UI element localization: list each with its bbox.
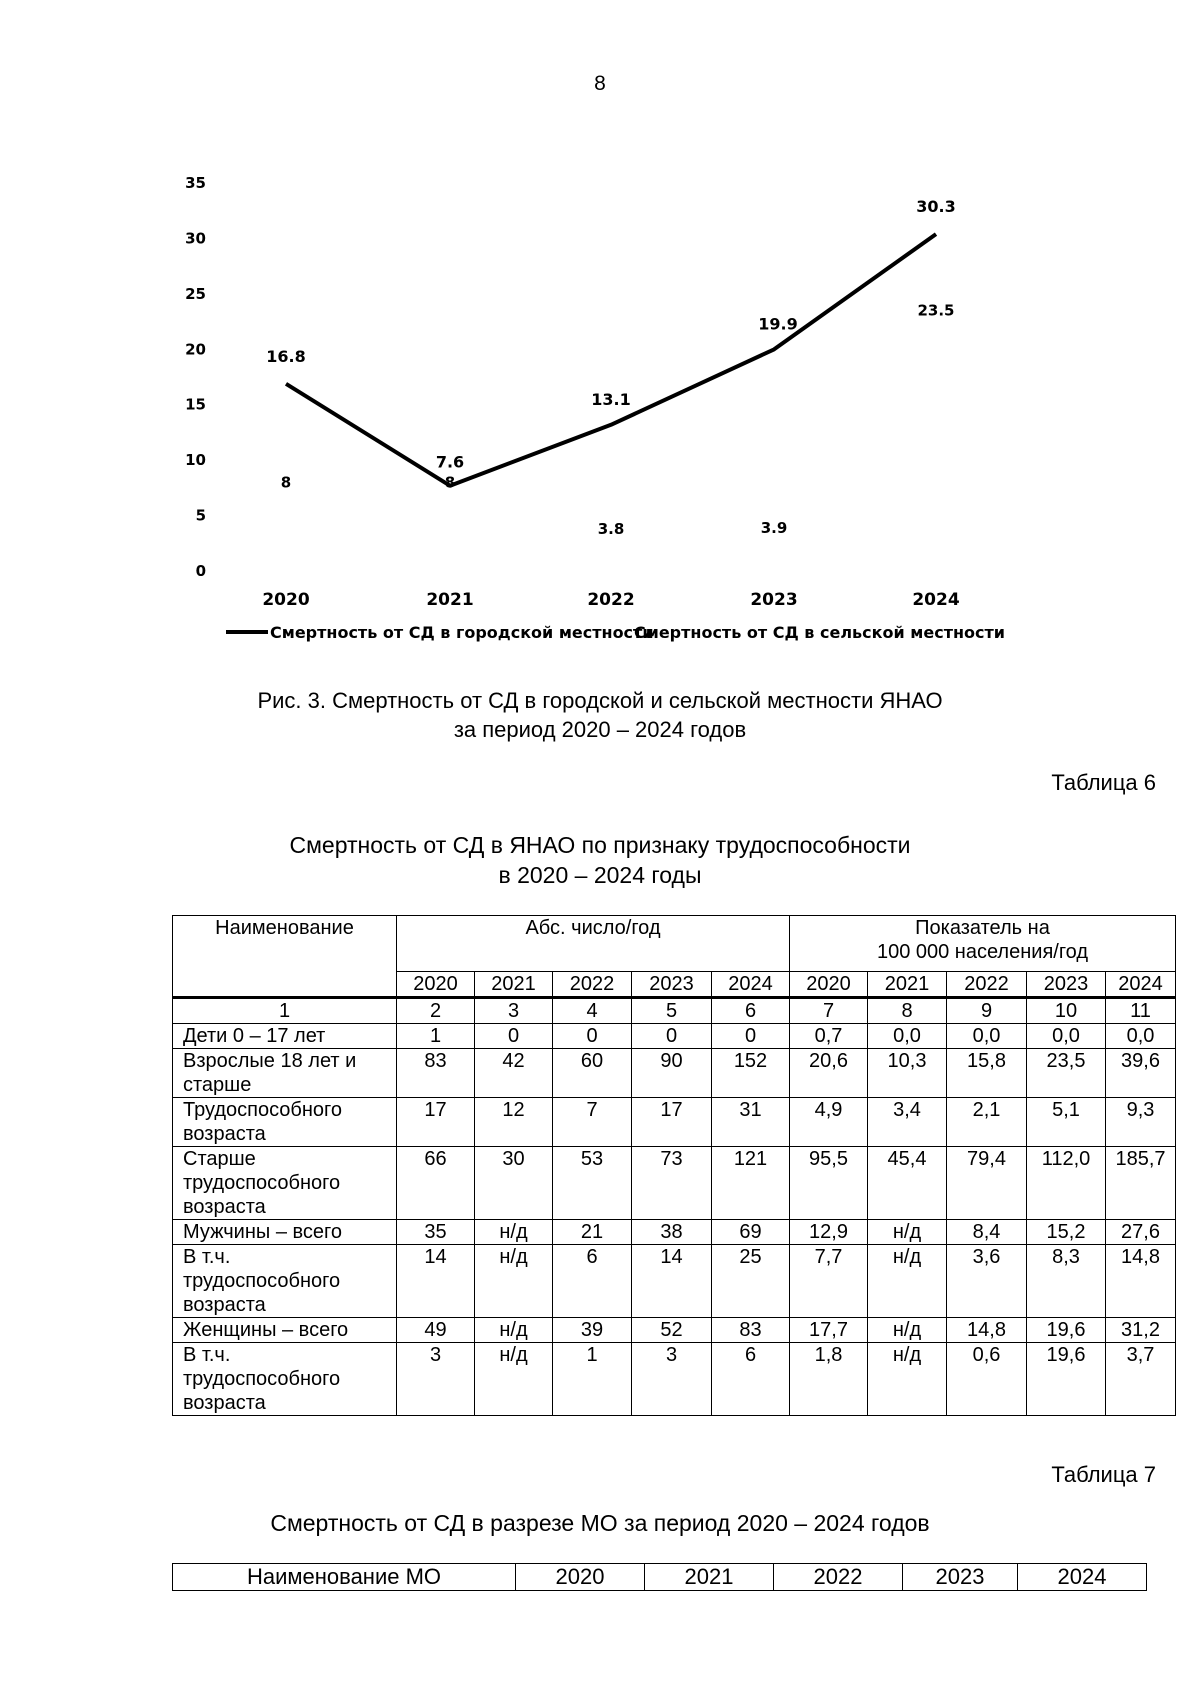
table-cell: 83 [397, 1049, 475, 1098]
table-cell: 15,8 [947, 1049, 1027, 1098]
table-cell: 49 [397, 1318, 475, 1343]
y-tick-label: 0 [195, 562, 206, 580]
table-cell: 45,4 [868, 1147, 947, 1220]
x-tick-label: 2023 [750, 590, 798, 610]
table-cell: 5,1 [1027, 1098, 1106, 1147]
table-cell: 14 [397, 1245, 475, 1318]
header-rate-line-1: Показатель на [915, 917, 1050, 939]
legend-rural-label: Смертность от СД в сельской местности [634, 623, 1005, 642]
table-cell: 3,6 [947, 1245, 1027, 1318]
legend-urban-label: Смертность от СД в городской местности [270, 623, 654, 642]
row-name: Трудоспособного возраста [173, 1098, 397, 1147]
table-cell: 17,7 [790, 1318, 868, 1343]
row-name: Мужчины – всего [173, 1220, 397, 1245]
column-number-4: 4 [553, 998, 632, 1024]
table7-header-3: 2021 [645, 1564, 774, 1591]
table-cell: 73 [632, 1147, 712, 1220]
header-name: Наименование [173, 916, 397, 998]
table-cell: 31,2 [1106, 1318, 1176, 1343]
table-cell: 35 [397, 1220, 475, 1245]
table-cell: 12,9 [790, 1220, 868, 1245]
table-row [173, 1024, 1176, 1049]
table-cell: 19,6 [1027, 1343, 1106, 1416]
table-cell: н/д [475, 1220, 553, 1245]
table-cell: 185,7 [1106, 1147, 1176, 1220]
table-cell: 6 [553, 1245, 632, 1318]
table-cell: 1 [553, 1343, 632, 1416]
table-row [173, 1049, 1176, 1098]
row-name: В т.ч. трудоспособного возраста [173, 1343, 397, 1416]
table-cell: 0,0 [947, 1024, 1027, 1049]
table-cell: 6 [712, 1343, 790, 1416]
column-number-9: 9 [947, 998, 1027, 1024]
column-number-11: 11 [1106, 998, 1176, 1024]
rural-data-label: 23.5 [917, 301, 955, 320]
row-name: Старше трудоспособного возраста [173, 1147, 397, 1220]
x-tick-label: 2022 [587, 590, 635, 610]
urban-series-line [286, 234, 936, 486]
table-cell: 66 [397, 1147, 475, 1220]
table-cell: 0,0 [868, 1024, 947, 1049]
table-cell: 3,4 [868, 1098, 947, 1147]
urban-data-label: 7.6 [435, 452, 465, 472]
table-cell: н/д [868, 1343, 947, 1416]
table-cell: 152 [712, 1049, 790, 1098]
table-cell: 20,6 [790, 1049, 868, 1098]
table-cell: 60 [553, 1049, 632, 1098]
table-cell: 21 [553, 1220, 632, 1245]
table-cell: 39,6 [1106, 1049, 1176, 1098]
table-cell: 42 [475, 1049, 553, 1098]
table6 [172, 915, 1176, 1416]
y-tick-label: 30 [185, 229, 206, 248]
table-row [173, 1343, 1176, 1416]
table-cell: 3,7 [1106, 1343, 1176, 1416]
table-cell: 25 [712, 1245, 790, 1318]
figure-caption [0, 686, 1200, 744]
table-cell: 27,6 [1106, 1220, 1176, 1245]
year-header-1: 2020 [397, 972, 475, 998]
table-cell: 53 [553, 1147, 632, 1220]
table-cell: 95,5 [790, 1147, 868, 1220]
mortality-line-chart [160, 160, 1060, 670]
table7-label: Таблица 7 [1051, 1462, 1156, 1487]
table-row [173, 1147, 1176, 1220]
table-cell: н/д [868, 1245, 947, 1318]
table-cell: 30 [475, 1147, 553, 1220]
table7-header-1: Наименование МО [173, 1564, 516, 1591]
table-row [173, 1245, 1176, 1318]
column-number-2: 2 [397, 998, 475, 1024]
y-tick-label: 20 [185, 340, 206, 359]
table-cell: 0 [712, 1024, 790, 1049]
x-tick-label: 2021 [426, 590, 474, 610]
table-cell: н/д [868, 1318, 947, 1343]
table-cell: 83 [712, 1318, 790, 1343]
figure-caption-line-1: Рис. 3. Смертность от СД в городской и сельской местности ЯНАО [257, 688, 943, 713]
table7 [172, 1563, 1147, 1591]
year-header-6: 2020 [790, 972, 868, 998]
table-cell: 15,2 [1027, 1220, 1106, 1245]
table-cell: 1,8 [790, 1343, 868, 1416]
table-cell: 90 [632, 1049, 712, 1098]
table-cell: 31 [712, 1098, 790, 1147]
table6-title-line-1: Смертность от СД в ЯНАО по признаку трудоспособности [289, 832, 911, 858]
table-cell: 0,0 [1106, 1024, 1176, 1049]
year-header-10: 2024 [1106, 972, 1176, 998]
y-tick-label: 35 [185, 174, 206, 192]
urban-data-label: 13.1 [591, 389, 631, 409]
column-number-10: 10 [1027, 998, 1106, 1024]
table7-header-4: 2022 [774, 1564, 903, 1591]
table-cell: 7,7 [790, 1245, 868, 1318]
y-tick-label: 15 [185, 395, 206, 414]
row-name: Дети 0 – 17 лет [173, 1024, 397, 1049]
y-tick-label: 10 [185, 451, 206, 470]
table-cell: 19,6 [1027, 1318, 1106, 1343]
column-number-6: 6 [712, 998, 790, 1024]
table-cell: 12 [475, 1098, 553, 1147]
row-name: Взрослые 18 лет и старше [173, 1049, 397, 1098]
table-cell: 17 [397, 1098, 475, 1147]
rural-data-label: 3.9 [760, 518, 788, 537]
table-cell: 3 [397, 1343, 475, 1416]
table-cell: 69 [712, 1220, 790, 1245]
page-number: 8 [594, 72, 606, 95]
header-rate-line-2: 100 000 населения/год [876, 941, 1089, 963]
table7-header-2: 2020 [516, 1564, 645, 1591]
figure-caption-line-2: за период 2020 – 2024 годов [453, 717, 747, 742]
table6-title-line-2: в 2020 – 2024 годы [498, 862, 702, 888]
table-cell: 9,3 [1106, 1098, 1176, 1147]
table6-title [0, 830, 1200, 890]
table-cell: 3 [632, 1343, 712, 1416]
table-cell: 52 [632, 1318, 712, 1343]
urban-data-label: 16.8 [266, 346, 306, 366]
table-cell: 10,3 [868, 1049, 947, 1098]
year-header-9: 2023 [1027, 972, 1106, 998]
table-cell: 0,6 [947, 1343, 1027, 1416]
rural-data-label: 3.8 [597, 519, 625, 538]
column-number-1: 1 [173, 998, 397, 1024]
table-cell: н/д [868, 1220, 947, 1245]
column-number-5: 5 [632, 998, 712, 1024]
year-header-8: 2022 [947, 972, 1027, 998]
rural-data-label: 8 [280, 473, 292, 492]
table-cell: н/д [475, 1245, 553, 1318]
column-number-8: 8 [868, 998, 947, 1024]
table-cell: 17 [632, 1098, 712, 1147]
rural-data-label: 8 [444, 473, 456, 492]
column-number-7: 7 [790, 998, 868, 1024]
table-cell: 0 [632, 1024, 712, 1049]
row-name: В т.ч. трудоспособного возраста [173, 1245, 397, 1318]
year-header-4: 2023 [632, 972, 712, 998]
table-row [173, 1220, 1176, 1245]
table-cell: 4,9 [790, 1098, 868, 1147]
column-number-row [173, 998, 1176, 1024]
table7-header-5: 2023 [903, 1564, 1018, 1591]
table-row [173, 1318, 1176, 1343]
year-header-7: 2021 [868, 972, 947, 998]
x-tick-label: 2020 [262, 590, 310, 610]
table-cell: 7 [553, 1098, 632, 1147]
urban-data-label: 19.9 [758, 314, 798, 334]
header-rate [790, 916, 1176, 972]
year-header-2: 2021 [475, 972, 553, 998]
table-cell: 0 [553, 1024, 632, 1049]
table-cell: н/д [475, 1318, 553, 1343]
table-cell: 1 [397, 1024, 475, 1049]
header-absolute: Абс. число/год [397, 916, 790, 972]
urban-data-label: 30.3 [916, 197, 956, 217]
row-name: Женщины – всего [173, 1318, 397, 1343]
table7-header-6: 2024 [1018, 1564, 1147, 1591]
table7-title: Смертность от СД в разрезе МО за период 2020 – 2024 годов [270, 1510, 930, 1536]
table-cell: 112,0 [1027, 1147, 1106, 1220]
table-cell: 79,4 [947, 1147, 1027, 1220]
table-cell: 121 [712, 1147, 790, 1220]
table-cell: 14,8 [947, 1318, 1027, 1343]
table-cell: 14,8 [1106, 1245, 1176, 1318]
y-tick-label: 5 [195, 506, 206, 525]
table-cell: 8,4 [947, 1220, 1027, 1245]
table-cell: 39 [553, 1318, 632, 1343]
table7-header-row [173, 1564, 1147, 1591]
table-cell: 0,0 [1027, 1024, 1106, 1049]
table-cell: 23,5 [1027, 1049, 1106, 1098]
table-cell: 38 [632, 1220, 712, 1245]
x-tick-label: 2024 [912, 590, 960, 610]
table-cell: 0,7 [790, 1024, 868, 1049]
table-cell: 2,1 [947, 1098, 1027, 1147]
year-header-3: 2022 [553, 972, 632, 998]
table-row [173, 1098, 1176, 1147]
year-header-5: 2024 [712, 972, 790, 998]
y-tick-label: 25 [185, 284, 206, 303]
table-cell: 14 [632, 1245, 712, 1318]
table-cell: н/д [475, 1343, 553, 1416]
column-number-3: 3 [475, 998, 553, 1024]
table-cell: 8,3 [1027, 1245, 1106, 1318]
table6-label: Таблица 6 [1051, 770, 1156, 795]
table-cell: 0 [475, 1024, 553, 1049]
